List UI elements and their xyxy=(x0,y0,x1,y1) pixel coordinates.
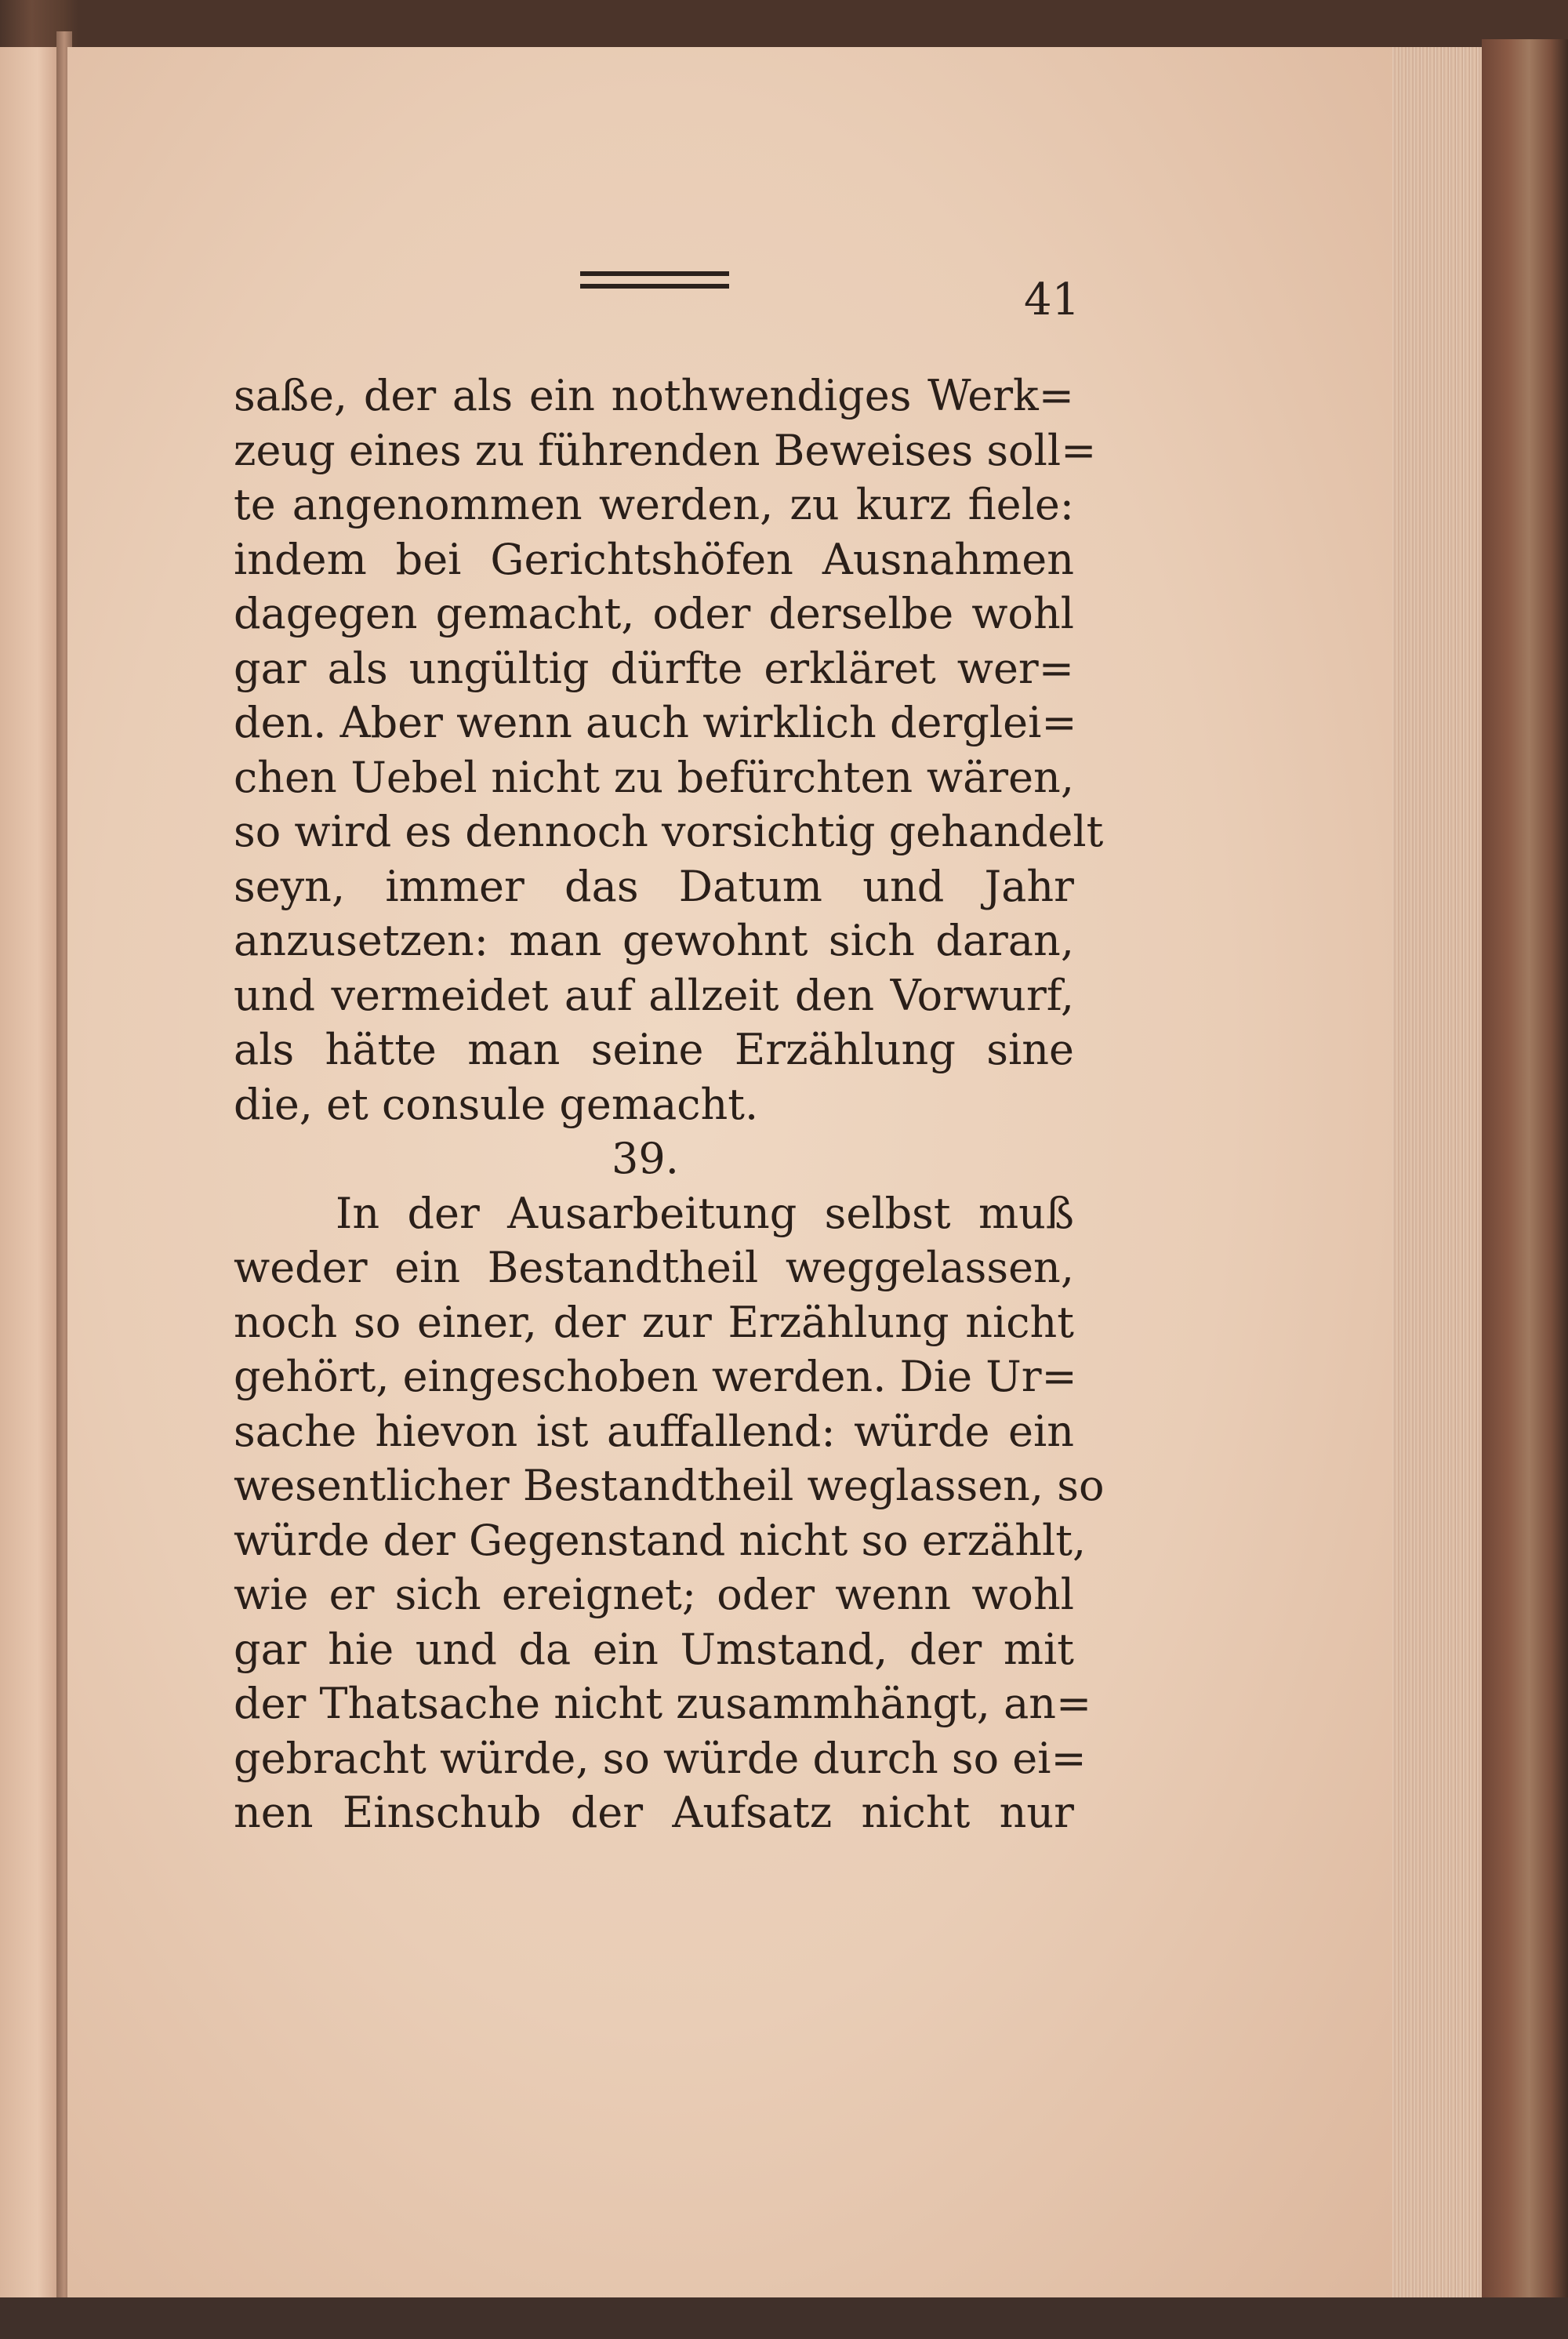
text-line: der Thatsache nicht zusammhängt, an= xyxy=(234,1679,1092,1728)
section-number: 39. xyxy=(612,1134,679,1183)
text-line: dagegen gemacht, oder derselbe wohl xyxy=(234,589,1074,638)
text-line: gehört, eingeschoben werden. Die Ur= xyxy=(234,1352,1077,1401)
text-line: anzusetzen: man gewohnt sich daran, xyxy=(234,916,1074,965)
text-line: würde der Gegenstand nicht so erzählt, xyxy=(234,1515,1087,1565)
header-rule-bottom xyxy=(580,284,729,289)
left-page-edge xyxy=(0,47,63,2305)
text-line: gebracht würde, so würde durch so ei= xyxy=(234,1733,1087,1783)
leather-cover xyxy=(1482,39,1568,2313)
text-line: wie er sich ereignet; oder wenn wohl xyxy=(234,1570,1074,1619)
text-line: die, et consule gemacht. xyxy=(234,1079,759,1129)
text-line: zeug eines zu führenden Beweises soll= xyxy=(234,425,1097,475)
text-line: so wird es dennoch vorsichtig gehandelt xyxy=(234,807,1104,856)
text-line: gar hie und da ein Umstand, der mit xyxy=(234,1624,1074,1674)
text-line: sache hievon ist auffallend: würde ein xyxy=(234,1406,1074,1456)
text-line: wesentlicher Bestandtheil weglassen, so xyxy=(234,1461,1105,1510)
text-line: und vermeidet auf allzeit den Vorwurf, xyxy=(234,970,1074,1020)
page-number: 41 xyxy=(1024,274,1080,325)
text-line: weder ein Bestandtheil weggelassen, xyxy=(234,1243,1074,1292)
body-text xyxy=(234,369,1105,1840)
paragraph-2 xyxy=(234,1186,1105,1840)
cover-bottom xyxy=(0,2297,1568,2339)
text-line: saße, der als ein nothwendiges Werk= xyxy=(234,371,1074,420)
text-line: nen Einschub der Aufsatz nicht nur xyxy=(234,1788,1074,1837)
paragraph-1 xyxy=(234,369,1104,1131)
header-rule-top xyxy=(580,271,729,276)
text-line: In der Ausarbeitung selbst muß xyxy=(336,1188,1074,1238)
text-line: indem bei Gerichtshöfen Ausnahmen xyxy=(234,534,1074,584)
text-line: gar als ungültig dürfte erkläret wer= xyxy=(234,643,1074,693)
text-line: te angenommen werden, zu kurz fiele: xyxy=(234,480,1074,529)
text-line: den. Aber wenn auch wirklich derglei= xyxy=(234,698,1077,747)
text-line: chen Uebel nicht zu befürchten wären, xyxy=(234,752,1074,802)
text-line: noch so einer, der zur Erzählung nicht xyxy=(234,1297,1074,1347)
text-line: seyn, immer das Datum und Jahr xyxy=(234,861,1074,911)
text-line: als hätte man seine Erzählung sine xyxy=(234,1025,1074,1074)
page-stack-edges xyxy=(1392,47,1486,2305)
